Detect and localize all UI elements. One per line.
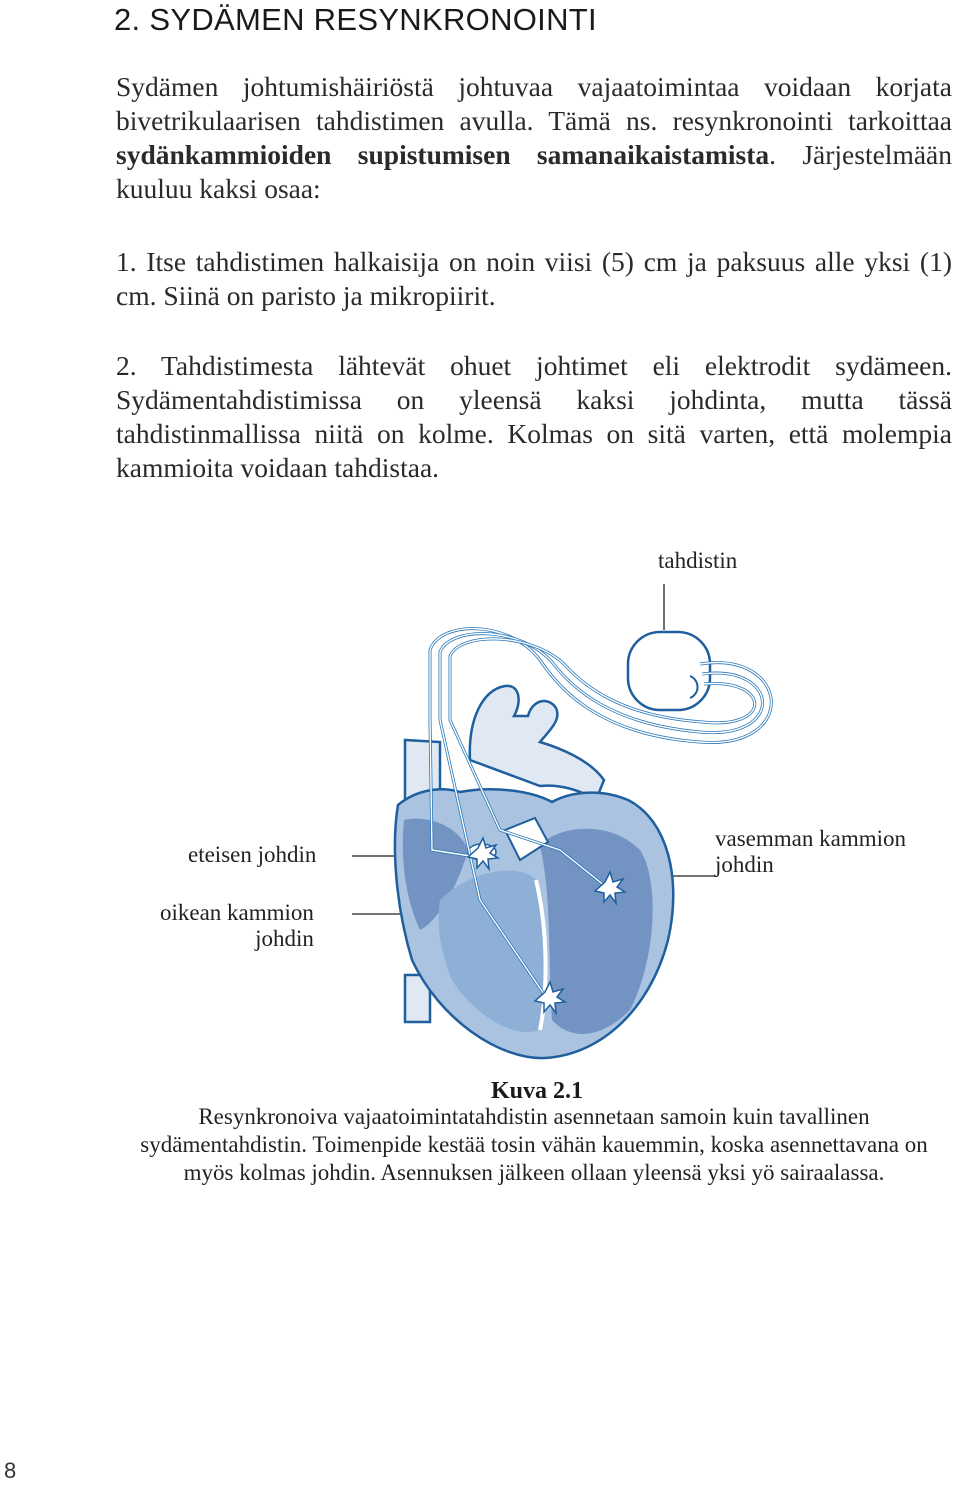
label-left-ventricle-lead-line1: vasemman kammion (715, 826, 906, 851)
pacemaker-device-icon (628, 632, 710, 710)
heart-icon (395, 686, 673, 1058)
intro-text-start: Sydämen johtumishäiriöstä johtuvaa vajaatoimintaa voidaan korjata bivetrikulaarisen tahdistimen avulla. Tämä ns. resynkronointi tarkoittaa (116, 71, 952, 136)
label-left-ventricle-lead-line2: johdin (715, 852, 774, 877)
page-number: 8 (4, 1458, 17, 1483)
label-atrial-lead: eteisen johdin (188, 842, 317, 867)
list-item-1: 1. Itse tahdistimen halkaisija on noin viisi (5) cm ja paksuus alle yksi (1) cm. Siinä on paristo ja mikropiirit. (116, 246, 952, 311)
label-right-ventricle-lead (160, 900, 314, 952)
section-heading: 2. SYDÄMEN RESYNKRONOINTI (114, 2, 597, 37)
intro-text-end: . Järjestelmään kuuluu kaksi osaa: (116, 139, 953, 204)
intro-bold-phrase: sydänkammioiden supistumisen samanaikaistamista (116, 139, 770, 170)
figure-caption-title: Kuva 2.1 (490, 1078, 583, 1104)
label-right-ventricle-lead-line2: johdin (255, 926, 314, 951)
pacemaker-heart-illustration (0, 530, 960, 1070)
list-item-2: 2. Tahdistimesta lähtevät ohuet johtimet eli elektrodit sydämeen. Sydämentahdistimissa on yleensä kaksi johdinta, mutta tässä tahdistinmallissa niitä on kolme. Kolmas on sitä varten, että molempia kammioita voidaan tahdistaa. (116, 350, 952, 483)
label-pacemaker: tahdistin (658, 548, 738, 573)
intro-paragraph (116, 70, 952, 206)
label-left-ventricle-lead (715, 826, 906, 878)
figure-caption-text: Resynkronoiva vajaatoimintatahdistin asennetaan samoin kuin tavallinen sydämentahdistin. Toimenpide kestää tosin vähän kauemmin, koska asennettavana on myös kolmas johdin. Asennuksen jälkeen ollaan yleensä yksi yö sairaalassa. (140, 1104, 928, 1185)
label-right-ventricle-lead-line1: oikean kammion (160, 900, 314, 925)
